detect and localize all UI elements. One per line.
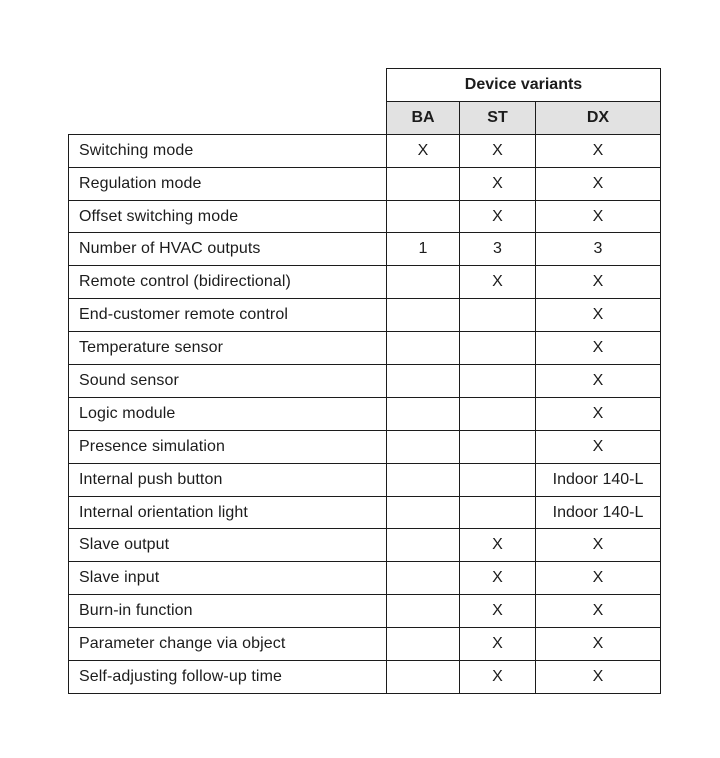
feature-label: Remote control (bidirectional) [69, 266, 387, 299]
table-row [69, 233, 661, 266]
cell-dx: Indoor 140-L [536, 463, 661, 496]
column-header-st: ST [460, 101, 536, 134]
cell-st [460, 463, 536, 496]
cell-dx: X [536, 397, 661, 430]
header-spacer [69, 101, 387, 134]
cell-dx: X [536, 332, 661, 365]
cell-st: X [460, 661, 536, 694]
cell-ba [387, 397, 460, 430]
feature-label: Switching mode [69, 134, 387, 167]
cell-dx: Indoor 140-L [536, 496, 661, 529]
feature-label: Sound sensor [69, 365, 387, 398]
cell-ba [387, 496, 460, 529]
feature-label: Presence simulation [69, 430, 387, 463]
cell-ba [387, 529, 460, 562]
feature-label: Offset switching mode [69, 200, 387, 233]
table-title: Device variants [387, 69, 661, 102]
cell-st: X [460, 529, 536, 562]
cell-st: X [460, 200, 536, 233]
table-title-row [69, 69, 661, 102]
cell-st [460, 332, 536, 365]
header-spacer [69, 69, 387, 102]
cell-st [460, 430, 536, 463]
column-header-ba: BA [387, 101, 460, 134]
cell-st: X [460, 134, 536, 167]
cell-ba [387, 200, 460, 233]
feature-label: Slave input [69, 562, 387, 595]
feature-label: Logic module [69, 397, 387, 430]
table-row [69, 134, 661, 167]
cell-st: X [460, 167, 536, 200]
cell-ba [387, 365, 460, 398]
feature-label: Temperature sensor [69, 332, 387, 365]
cell-dx: 3 [536, 233, 661, 266]
feature-label: Number of HVAC outputs [69, 233, 387, 266]
table-row [69, 299, 661, 332]
cell-st: X [460, 562, 536, 595]
cell-dx: X [536, 430, 661, 463]
table-row [69, 167, 661, 200]
cell-ba [387, 299, 460, 332]
feature-label: Slave output [69, 529, 387, 562]
cell-ba [387, 661, 460, 694]
cell-ba [387, 562, 460, 595]
column-header-dx: DX [536, 101, 661, 134]
cell-dx: X [536, 661, 661, 694]
feature-label: Parameter change via object [69, 628, 387, 661]
table-row [69, 562, 661, 595]
table-row [69, 365, 661, 398]
cell-dx: X [536, 595, 661, 628]
column-header-row [69, 101, 661, 134]
table-row [69, 200, 661, 233]
cell-ba [387, 595, 460, 628]
table-row [69, 595, 661, 628]
feature-label: Internal orientation light [69, 496, 387, 529]
feature-label: Self-adjusting follow-up time [69, 661, 387, 694]
cell-ba [387, 628, 460, 661]
cell-st [460, 496, 536, 529]
cell-st [460, 299, 536, 332]
cell-dx: X [536, 529, 661, 562]
table-row [69, 430, 661, 463]
cell-ba [387, 463, 460, 496]
cell-st: 3 [460, 233, 536, 266]
feature-label: End-customer remote control [69, 299, 387, 332]
table-row [69, 529, 661, 562]
cell-dx: X [536, 134, 661, 167]
feature-label: Internal push button [69, 463, 387, 496]
cell-dx: X [536, 266, 661, 299]
cell-st [460, 365, 536, 398]
cell-dx: X [536, 299, 661, 332]
table-row [69, 661, 661, 694]
cell-ba: X [387, 134, 460, 167]
cell-dx: X [536, 200, 661, 233]
cell-dx: X [536, 167, 661, 200]
cell-ba [387, 266, 460, 299]
table-row [69, 266, 661, 299]
cell-st: X [460, 266, 536, 299]
cell-dx: X [536, 628, 661, 661]
table-row [69, 332, 661, 365]
feature-label: Regulation mode [69, 167, 387, 200]
device-variants-table [68, 68, 661, 694]
cell-st: X [460, 628, 536, 661]
cell-ba [387, 167, 460, 200]
cell-ba [387, 430, 460, 463]
table-row [69, 496, 661, 529]
table-row [69, 397, 661, 430]
cell-ba [387, 332, 460, 365]
cell-dx: X [536, 365, 661, 398]
cell-st [460, 397, 536, 430]
cell-st: X [460, 595, 536, 628]
feature-label: Burn-in function [69, 595, 387, 628]
table-row [69, 463, 661, 496]
table-row [69, 628, 661, 661]
cell-dx: X [536, 562, 661, 595]
cell-ba: 1 [387, 233, 460, 266]
